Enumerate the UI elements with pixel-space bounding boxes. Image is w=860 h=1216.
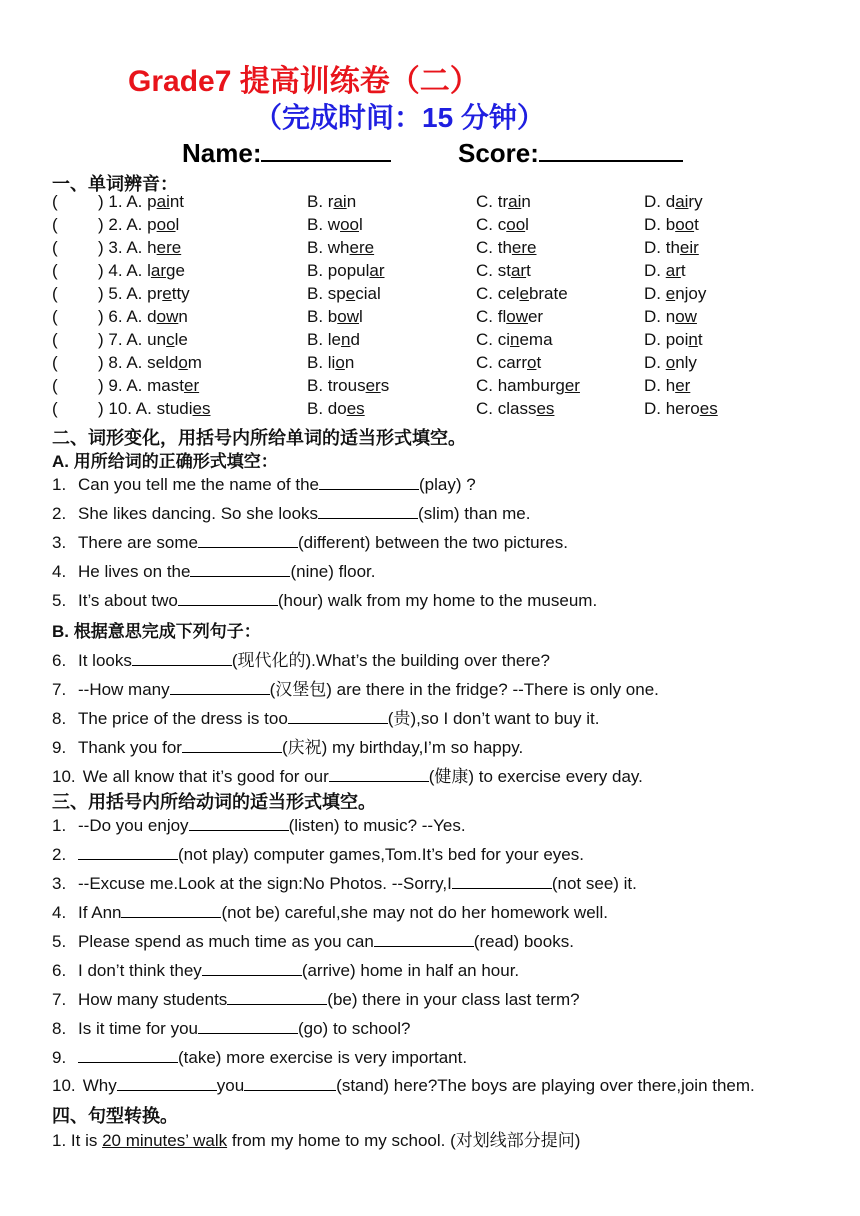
section2-item	[52, 591, 597, 611]
section3-item	[52, 1048, 467, 1068]
underlined-letters: es	[346, 399, 365, 418]
section2-item	[52, 646, 550, 671]
option-d: D. point	[644, 330, 703, 349]
score-field[interactable]	[458, 136, 683, 169]
option-b: B. does	[307, 399, 365, 418]
option-d: D. heroes	[644, 399, 718, 418]
answer-paren[interactable]: (	[52, 261, 58, 280]
underlined-letters: oo	[340, 215, 359, 234]
answer-blank[interactable]	[202, 961, 302, 976]
underlined-letters: er	[675, 376, 691, 395]
answer-paren[interactable]: (	[52, 215, 58, 234]
answer-paren[interactable]: (	[52, 307, 58, 326]
item-text: I don’t think they	[78, 961, 202, 980]
option-d: D. enjoy	[644, 284, 707, 303]
option-b: B. special	[307, 284, 381, 303]
option-c: C. there	[476, 238, 537, 257]
answer-blank[interactable]	[319, 475, 419, 490]
underlined-letters: ai	[156, 192, 170, 211]
item-text: Can you tell me the name of the	[78, 475, 319, 494]
section2-item	[52, 533, 568, 553]
option-b: B. lion	[307, 353, 355, 372]
option-b: B. bowl	[307, 307, 363, 326]
answer-paren[interactable]: (	[52, 284, 58, 303]
name-blank[interactable]	[261, 136, 391, 162]
answer-blank[interactable]	[452, 874, 552, 889]
section2-item	[52, 762, 643, 787]
underlined-letters: o	[335, 353, 345, 372]
option-d: D. only	[644, 353, 697, 372]
answer-blank[interactable]	[182, 738, 282, 753]
section3-item	[52, 845, 584, 865]
option-c: C. start	[476, 261, 531, 280]
answer-blank[interactable]	[288, 709, 388, 724]
answer-blank[interactable]	[78, 1048, 178, 1063]
section2-part-b-heading: B. 根据意思完成下列句子：	[52, 622, 261, 641]
underlined-letters: er	[183, 376, 200, 395]
section3-heading: 三、用括号内所给动词的适当形式填空。	[52, 792, 376, 812]
section3-item	[52, 961, 519, 981]
item-number: 9.	[52, 738, 67, 757]
section3-item	[52, 874, 637, 894]
option-c: C. train	[476, 192, 531, 211]
item-text: (not play) computer games,Tom.It’s bed for your eyes.	[178, 845, 584, 864]
option-b: B. popular	[307, 261, 385, 280]
underlined-letters: ar	[369, 261, 385, 280]
item-text: (be) there in your class last term?	[327, 990, 580, 1009]
answer-blank[interactable]	[170, 680, 270, 695]
item-number: 4.	[52, 903, 67, 922]
answer-blank[interactable]	[78, 845, 178, 860]
item-number: 5.	[52, 932, 67, 951]
item-text: (listen) to music? --Yes.	[288, 816, 466, 835]
item-number: 3.	[52, 533, 67, 552]
item-text: It’s about two	[78, 591, 178, 610]
underlined-letters: ow	[337, 307, 359, 326]
section1-heading: 一、单词辨音：	[52, 174, 178, 194]
underlined-letters: es	[536, 399, 555, 418]
option-c: C. carrot	[476, 353, 542, 372]
name-field[interactable]	[182, 136, 391, 169]
option-b: B. trousers	[307, 376, 390, 395]
worksheet-title: Grade7 提高训练卷（二）	[128, 65, 480, 98]
item-text: (现代化的).What’s the building over there?	[231, 651, 550, 670]
option-d: D. now	[644, 307, 697, 326]
section3-item	[52, 990, 580, 1010]
answer-blank[interactable]	[374, 932, 474, 947]
section2-part-a-heading: A. 用所给词的正确形式填空：	[52, 452, 278, 471]
item-number: 10.	[52, 767, 76, 786]
item-text: (not be) careful,she may not do her homework well.	[221, 903, 608, 922]
pronunciation-row	[52, 353, 832, 376]
section2-item	[52, 675, 659, 700]
option-a: ) 6. A. down	[98, 307, 188, 326]
option-b: B. where	[307, 238, 375, 257]
option-d: D. boot	[644, 215, 699, 234]
item-text: you	[216, 1076, 245, 1095]
item-number: 1.	[52, 475, 67, 494]
pronunciation-row	[52, 399, 832, 422]
section2-item	[52, 704, 599, 729]
item-text: (汉堡包) are there in the fridge? --There is only one.	[269, 680, 659, 699]
item-text: If Ann	[78, 903, 122, 922]
item-text: --Excuse me.Look at the sign:No Photos. --Sorry,I	[78, 874, 452, 893]
option-a: ) 7. A. uncle	[98, 330, 188, 349]
option-a: ) 10. A. studies	[98, 399, 211, 418]
option-c: C. hamburger	[476, 376, 580, 395]
pronunciation-row	[52, 376, 832, 399]
item-number: 10.	[52, 1076, 76, 1095]
item-text: (hour) walk from my home to the museum.	[277, 591, 598, 610]
option-d: D. dairy	[644, 192, 703, 211]
answer-blank[interactable]	[198, 1019, 298, 1034]
item-number: 6.	[52, 651, 67, 670]
item-text: from my home to my school. (对划线部分提问)	[227, 1131, 581, 1150]
answer-paren[interactable]: (	[52, 376, 58, 395]
underlined-letters: o	[178, 353, 188, 372]
answer-blank[interactable]	[227, 990, 327, 1005]
underlined-letters: ar	[665, 261, 681, 280]
item-text: --How many	[78, 680, 170, 699]
item-text: (庆祝) my birthday,I’m so happy.	[281, 738, 524, 757]
underlined-letters: er	[564, 376, 580, 395]
underlined-letters: ere	[511, 238, 537, 257]
underlined-letters: ere	[349, 238, 375, 257]
underlined-letters: n	[688, 330, 698, 349]
item-text: Please spend as much time as you can	[78, 932, 374, 951]
pronunciation-row	[52, 284, 832, 307]
underlined-letters: eir	[679, 238, 699, 257]
item-number: 8.	[52, 1019, 67, 1038]
item-text: (stand) here?The boys are playing over there,join them.	[336, 1076, 755, 1095]
option-d: D. her	[644, 376, 691, 395]
section2-item	[52, 733, 523, 758]
option-a: ) 1. A. paint	[98, 192, 185, 211]
item-text: Is it time for you	[78, 1019, 198, 1038]
answer-blank[interactable]	[329, 767, 429, 782]
underlined-letters: oo	[156, 215, 176, 234]
item-number: 4.	[52, 562, 67, 581]
pronunciation-row	[52, 215, 832, 238]
underlined-letters: e	[519, 284, 529, 303]
underlined-letters: oo	[675, 215, 695, 234]
pronunciation-row	[52, 307, 832, 330]
item-text: She likes dancing. So she looks	[78, 504, 319, 523]
item-number: 6.	[52, 961, 67, 980]
option-a: ) 8. A. seldom	[98, 353, 202, 372]
answer-blank[interactable]	[121, 903, 221, 918]
underlined-letters: ow	[675, 307, 697, 326]
item-text: (nine) floor.	[290, 562, 376, 581]
underlined-letters: n	[510, 330, 520, 349]
underlined-letters: e	[665, 284, 676, 303]
option-c: C. cool	[476, 215, 529, 234]
underlined-letters: oo	[506, 215, 526, 234]
item-number: 5.	[52, 591, 67, 610]
underlined-phrase: 20 minutes’ walk	[102, 1131, 228, 1150]
underlined-letters: es	[699, 399, 718, 418]
item-text: (贵),so I don’t want to buy it.	[387, 709, 600, 728]
underlined-letters: ai	[675, 192, 689, 211]
underlined-letters: n	[341, 330, 351, 349]
item-text: (play) ?	[418, 475, 476, 494]
option-c: C. celebrate	[476, 284, 568, 303]
item-text: (go) to school?	[297, 1019, 411, 1038]
option-a: ) 2. A. pool	[98, 215, 180, 234]
section2-heading: 二、词形变化，用括号内所给单词的适当形式填空。	[52, 428, 466, 448]
underlined-letters: ar	[510, 261, 527, 280]
section4-item-1	[52, 1126, 580, 1151]
underlined-letters: e	[162, 284, 172, 303]
item-number: 1.	[52, 816, 67, 835]
section3-item-10	[52, 1076, 755, 1096]
answer-blank[interactable]	[318, 504, 418, 519]
answer-paren[interactable]: (	[52, 353, 58, 372]
item-number: 7.	[52, 990, 67, 1009]
option-a: ) 3. A. here	[98, 238, 182, 257]
item-text: (take) more exercise is very important.	[178, 1048, 468, 1067]
item-number: 8.	[52, 709, 67, 728]
pronunciation-row	[52, 192, 832, 215]
underlined-letters: ar	[150, 261, 167, 280]
answer-paren[interactable]: (	[52, 399, 58, 418]
answer-blank[interactable]	[132, 651, 232, 666]
option-b: B. rain	[307, 192, 357, 211]
item-text: Why	[82, 1076, 117, 1095]
option-a: ) 9. A. master	[98, 376, 200, 395]
answer-blank[interactable]	[117, 1076, 217, 1091]
item-text: (different) between the two pictures.	[298, 533, 568, 552]
answer-blank[interactable]	[244, 1076, 336, 1091]
section3-item	[52, 932, 574, 952]
item-number: 2.	[52, 504, 67, 523]
item-text: It looks	[78, 651, 132, 670]
answer-blank[interactable]	[178, 591, 278, 606]
option-c: C. cinema	[476, 330, 553, 349]
pronunciation-row	[52, 261, 832, 284]
underlined-letters: ai	[508, 192, 522, 211]
item-number: 7.	[52, 680, 67, 699]
item-text: (健康) to exercise every day.	[428, 767, 643, 786]
item-text: 1. It is	[52, 1131, 103, 1150]
score-blank[interactable]	[539, 136, 683, 162]
option-a: ) 4. A. large	[98, 261, 185, 280]
answer-blank[interactable]	[189, 816, 289, 831]
option-c: C. classes	[476, 399, 555, 418]
option-b: B. lend	[307, 330, 360, 349]
option-c: C. flower	[476, 307, 544, 326]
item-text: (read) books.	[473, 932, 574, 951]
underlined-letters: e	[345, 284, 356, 303]
answer-paren[interactable]: (	[52, 238, 58, 257]
item-text: The price of the dress is too	[78, 709, 288, 728]
underlined-letters: o	[527, 353, 537, 372]
underlined-letters: er	[365, 376, 381, 395]
underlined-letters: ai	[333, 192, 347, 211]
item-number: 2.	[52, 845, 67, 864]
item-text: (arrive) home in half an hour.	[301, 961, 520, 980]
item-number: 9.	[52, 1048, 67, 1067]
option-d: D. their	[644, 238, 699, 257]
name-label: Name:	[182, 138, 262, 168]
item-text: (not see) it.	[551, 874, 637, 893]
item-text: Thank you for	[78, 738, 182, 757]
item-text: How many students	[78, 990, 228, 1009]
pronunciation-row	[52, 238, 832, 261]
answer-paren[interactable]: (	[52, 330, 58, 349]
option-b: B. wool	[307, 215, 363, 234]
item-text: He lives on the	[78, 562, 191, 581]
underlined-letters: es	[192, 399, 211, 418]
item-text: (slim) than me.	[418, 504, 531, 523]
underlined-letters: c	[166, 330, 175, 349]
section3-item	[52, 816, 466, 836]
section3-item	[52, 1019, 410, 1039]
item-text: There are some	[78, 533, 198, 552]
item-text: --Do you enjoy	[78, 816, 189, 835]
option-d: D. art	[644, 261, 686, 280]
pronunciation-row	[52, 330, 832, 353]
answer-paren[interactable]: (	[52, 192, 58, 211]
underlined-letters: ere	[156, 238, 182, 257]
section2-item	[52, 504, 530, 524]
section2-item	[52, 562, 376, 582]
section3-item	[52, 903, 608, 923]
answer-blank[interactable]	[198, 533, 298, 548]
underlined-letters: ow	[506, 307, 528, 326]
option-a: ) 5. A. pretty	[98, 284, 190, 303]
item-number: 3.	[52, 874, 67, 893]
section2-item	[52, 475, 476, 495]
item-text: We all know that it’s good for our	[78, 767, 329, 786]
underlined-letters: o	[665, 353, 676, 372]
underlined-letters: ow	[156, 307, 179, 326]
answer-blank[interactable]	[190, 562, 290, 577]
score-label: Score:	[458, 138, 539, 168]
section4-heading: 四、句型转换。	[52, 1106, 178, 1126]
worksheet-subtitle: （完成时间：15 分钟）	[254, 102, 545, 133]
